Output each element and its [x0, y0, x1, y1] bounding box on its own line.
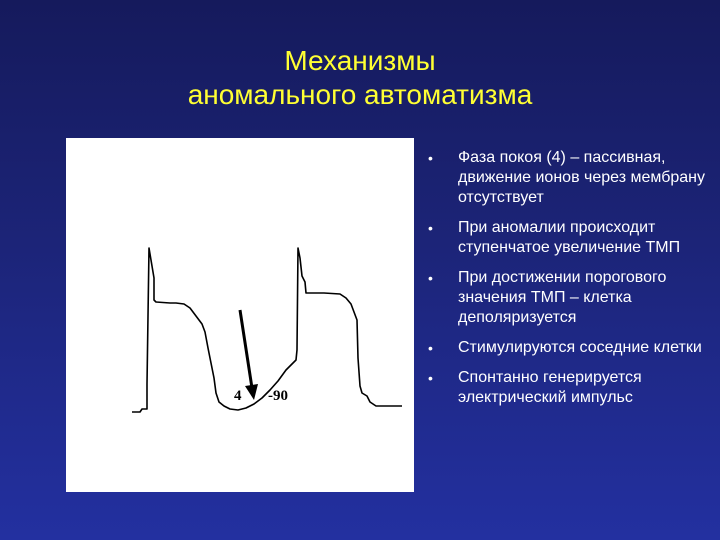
bullet-item — [428, 338, 708, 358]
slide-title-line-2: аномального автоматизма — [187, 79, 533, 110]
action-potential-curve — [132, 248, 402, 412]
bullet-text: Фаза покоя (4) – пассивная, движение ионов через мембрану отсутствует — [458, 149, 705, 206]
slide-title — [0, 44, 720, 112]
bullet-dot-icon: • — [428, 270, 433, 286]
resting-potential-label: -90 — [268, 388, 288, 404]
bullet-text: Стимулируются соседние клетки — [458, 339, 702, 356]
bullet-item — [428, 368, 708, 408]
bullet-item — [428, 218, 708, 258]
bullet-text: При достижении порогового значения ТМП – клетка деполяризуется — [458, 269, 667, 326]
bullet-text: При аномалии происходит ступенчатое увеличение ТМП — [458, 219, 681, 256]
slide-title-line-1: Механизмы — [284, 45, 436, 76]
bullet-text: Спонтанно генерируется электрический импульс — [458, 369, 642, 406]
action-potential-figure — [66, 138, 414, 492]
bullet-dot-icon: • — [428, 340, 433, 356]
bullet-dot-icon: • — [428, 150, 433, 166]
bullet-item — [428, 148, 708, 208]
depolarization-arrow — [240, 310, 252, 388]
phase-4-label: 4 — [234, 388, 242, 404]
bullet-item — [428, 268, 708, 328]
bullet-dot-icon: • — [428, 220, 433, 236]
bullet-list — [428, 148, 708, 418]
bullet-dot-icon: • — [428, 370, 433, 386]
action-potential-diagram — [66, 138, 414, 492]
arrow-head — [245, 384, 258, 400]
